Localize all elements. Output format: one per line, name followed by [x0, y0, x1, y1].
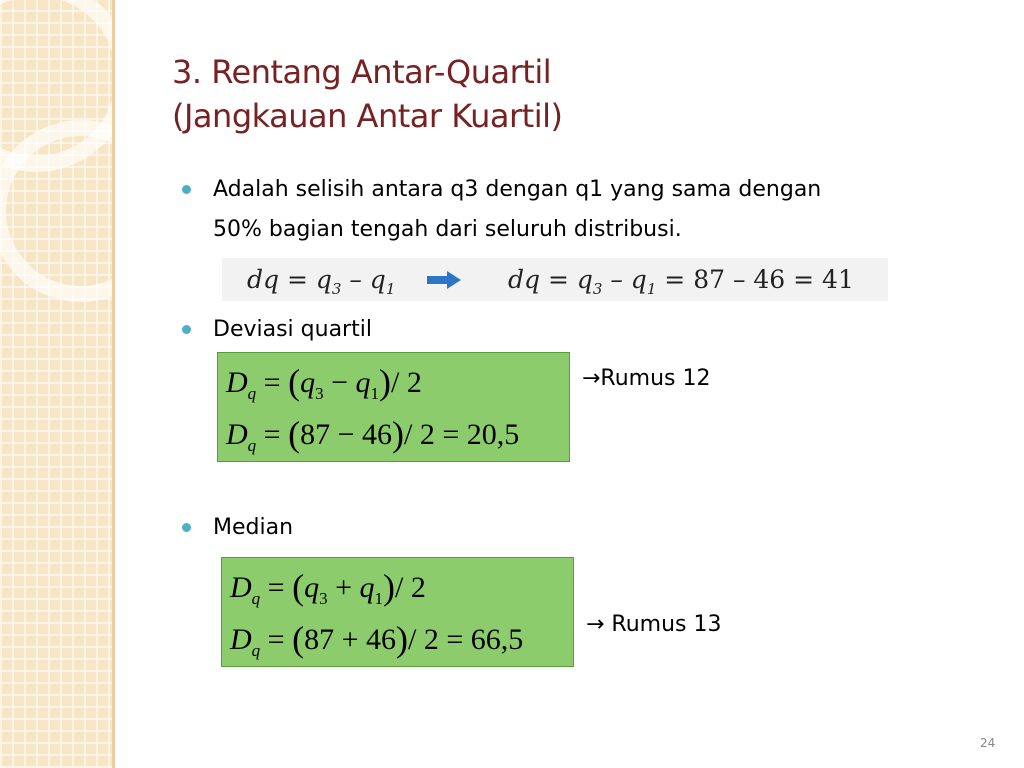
title-line-2: (Jangkauan Antar Kuartil)	[172, 97, 563, 135]
deviasi-equation-1: $D_q = (q_3 - q_1)/$ 2	[226, 362, 422, 403]
rumus-12-reference: →Rumus 12	[582, 366, 711, 391]
slide-title	[172, 50, 562, 138]
bullet-text-line-2: 50% bagian tengah dari seluruh distribusi.	[213, 217, 682, 242]
bullet-text: Deviasi quartil	[213, 317, 372, 342]
median-equation-1: $D_q = (q_3 + q_1)/$ 2	[230, 567, 426, 608]
bullet-text-line-1: Adalah selisih antara q3 dengan q1 yang sama dengan	[213, 177, 822, 202]
bullet-dot	[182, 523, 191, 532]
side-band-edge	[112, 0, 115, 768]
median-equation-2: $D_q = (87 + 46)/$ 2 = 66,5	[230, 619, 524, 660]
page-number: 24	[980, 736, 996, 750]
deviasi-equation-2: $D_q = (87 - 46)/$ 2 = 20,5	[226, 414, 520, 455]
bullet-definition	[182, 172, 962, 252]
bullet-deviasi	[182, 312, 582, 348]
rumus-13-reference: → Rumus 13	[586, 612, 722, 637]
bullet-text: Median	[213, 515, 294, 540]
formula-left: dq = $q_3 - q_1$	[247, 265, 396, 298]
deviasi-formula-box	[217, 352, 570, 462]
bullet-median	[182, 510, 482, 546]
formula-bar	[222, 258, 888, 301]
bullet-dot	[182, 185, 191, 194]
right-arrow-icon	[427, 271, 461, 289]
decorative-side-band	[0, 0, 112, 768]
title-line-1: 3. Rentang Antar-Quartil	[172, 53, 552, 91]
formula-right: dq = $q_3 - q_1 = 87 - 46 = 41$	[508, 265, 854, 298]
bullet-dot	[182, 325, 191, 334]
decorative-ring	[0, 120, 112, 302]
median-formula-box	[221, 557, 574, 667]
